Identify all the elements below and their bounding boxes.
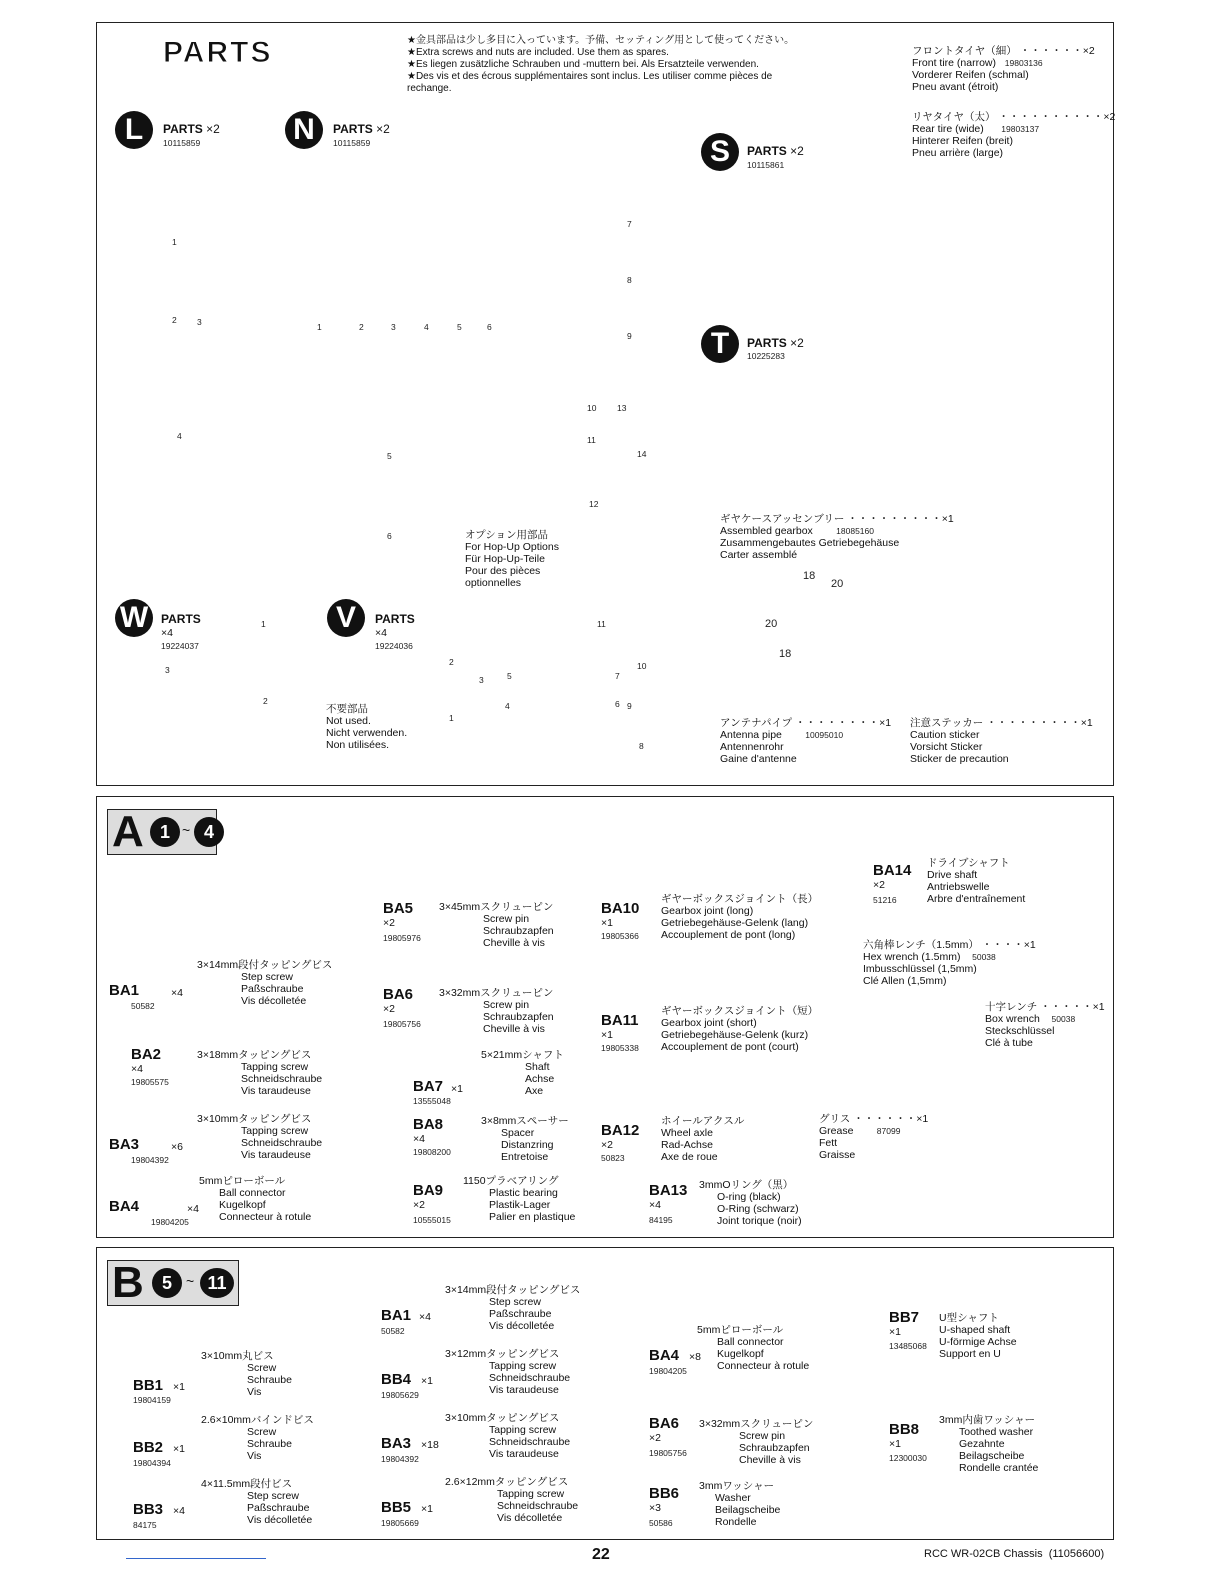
part-desc: 3×10mmタッピングビス Tapping screw Schneidschraube Vis taraudeuse <box>445 1412 571 1460</box>
part-qty: ×2 <box>649 1432 661 1444</box>
part-number: 3 <box>391 322 396 332</box>
tree-l-number: 10115859 <box>163 138 201 148</box>
part-desc: 3mmOリング（黒） O-ring (black) O-Ring (schwarz) Joint torique (noir) <box>699 1179 802 1227</box>
part-desc: 3×14mm段付タッピングビス Step screw Paßschraube Vis décolletée <box>445 1284 581 1332</box>
part-number: 50823 <box>601 1153 625 1163</box>
part-code: BA4 <box>649 1347 680 1364</box>
step-badge: 4 <box>194 817 224 847</box>
tree-s-badge: S <box>701 133 739 171</box>
part-code: BA11 <box>601 1012 639 1029</box>
part-number: 84195 <box>649 1215 673 1225</box>
part-qty: ×4 <box>413 1133 425 1145</box>
tree-w-badge: W <box>115 599 153 637</box>
part-desc: 3mmワッシャー Washer Beilagscheibe Rondelle <box>699 1480 781 1528</box>
step-badge: 11 <box>200 1268 234 1298</box>
part-desc: 3×32mmスクリューピン Screw pin Schraubzapfen Cheville à vis <box>699 1418 814 1466</box>
part-number: 6 <box>387 531 392 541</box>
part-number: 19805629 <box>381 1390 419 1400</box>
tree-t-number: 10225283 <box>747 351 785 361</box>
section-a-letter: A <box>112 807 144 856</box>
rear-tire-label: リヤタイヤ（太） ・・・・・・・・・・×2 Rear tire (wide) 19803137 Hinterer Reifen (breit) Pneu arrière (large) <box>912 111 1116 159</box>
part-qty: ×1 <box>601 917 613 929</box>
hex-wrench-label: 六角棒レンチ（1.5mm） ・・・・×1 Hex wrench (1.5mm) 50038 Imbusschlüssel (1,5mm) Clé Allen (1,5mm) <box>863 939 1036 987</box>
antenna-pipe-label: アンテナパイプ ・・・・・・・・×1 Antenna pipe 10095010 Antennenrohr Gaine d'antenne <box>720 717 892 765</box>
note-fr: ★Des vis et des écrous supplémentaires sont inclus. Les utiliser comme pièces de <box>407 71 773 82</box>
part-qty: ×2 <box>413 1199 425 1211</box>
part-code: BA9 <box>413 1182 444 1199</box>
part-desc: 3×10mm丸ビス Screw Schraube Vis <box>201 1350 292 1398</box>
hop-up-label: オプション用部品 For Hop-Up Options Für Hop-Up-Teile Pour des pièces optionnelles <box>465 529 559 589</box>
part-qty: ×4 <box>171 987 183 999</box>
part-number: 19805575 <box>131 1077 169 1087</box>
part-code: BB7 <box>889 1309 920 1326</box>
part-number: 19804394 <box>133 1458 171 1468</box>
part-number: 19805976 <box>383 933 421 943</box>
part-number: 1 <box>261 619 266 629</box>
part-number: 3 <box>165 665 170 675</box>
part-code: BB1 <box>133 1377 164 1394</box>
part-qty: ×1 <box>173 1381 185 1393</box>
tree-n-badge: N <box>285 111 323 149</box>
part-number: 50582 <box>381 1326 405 1336</box>
part-number: 10 <box>587 403 597 413</box>
part-qty: ×1 <box>173 1443 185 1455</box>
part-number: 11 <box>587 435 596 445</box>
section-b-header <box>107 1260 239 1306</box>
section-a-panel <box>96 796 1114 1238</box>
part-number: 19804159 <box>133 1395 171 1405</box>
part-number: 12300030 <box>889 1453 927 1463</box>
tree-t-label: PARTS ×2 <box>747 336 804 350</box>
part-number: 50582 <box>131 1001 155 1011</box>
part-desc: 3×10mmタッピングビス Tapping screw Schneidschraube Vis taraudeuse <box>197 1113 323 1161</box>
tree-s-number: 10115861 <box>747 160 785 170</box>
part-number: 50586 <box>649 1518 673 1528</box>
part-code: BB8 <box>889 1421 920 1438</box>
part-qty: ×2 <box>873 879 885 891</box>
tree-l-label: PARTS ×2 <box>163 122 220 136</box>
tree-v-badge: V <box>327 599 365 637</box>
part-code: BB6 <box>649 1485 680 1502</box>
part-number: 12 <box>589 499 599 509</box>
note-fr-2: rechange. <box>407 83 452 94</box>
gear-number: 20 <box>765 618 778 630</box>
tree-v-qty: ×4 <box>375 627 387 639</box>
part-desc: U型シャフト U-shaped shaft U-förmige Achse Support en U <box>939 1312 1017 1360</box>
part-number: 2 <box>449 657 454 667</box>
part-qty: ×4 <box>173 1505 185 1517</box>
part-desc: ドライブシャフト Drive shaft Antriebswelle Arbre d'entraînement <box>927 857 1026 905</box>
part-qty: ×6 <box>171 1141 183 1153</box>
step-badge: 1 <box>150 817 180 847</box>
gearbox-label: ギヤケースアッセンブリー ・・・・・・・・・×1 Assembled gearbox 18085160 Zusammengebautes Getriebegehäuse Carter assemblé <box>720 513 954 561</box>
caution-sticker-label: 注意ステッカー ・・・・・・・・・×1 Caution sticker Vorsicht Sticker Sticker de precaution <box>910 717 1093 765</box>
part-code: BA1 <box>109 982 140 999</box>
part-qty: ×1 <box>889 1326 901 1338</box>
part-qty: ×2 <box>383 917 395 929</box>
gear-number: 18 <box>779 648 792 660</box>
part-qty: ×8 <box>689 1351 701 1363</box>
part-qty: ×1 <box>421 1375 433 1387</box>
note-jp: ★金具部品は少し多目に入っています。予備、セッティング用として使ってください。 <box>407 35 795 46</box>
part-code: BA12 <box>601 1122 640 1139</box>
part-code: BA7 <box>413 1078 444 1095</box>
part-qty: ×1 <box>889 1438 901 1450</box>
parts-title: PARTS <box>163 36 273 69</box>
part-desc: 2.6×12mmタッピングビス Tapping screw Schneidschraube Vis décolletée <box>445 1476 579 1524</box>
part-desc: 1150プラベアリング Plastic bearing Plastik-Lager Palier en plastique <box>463 1175 576 1223</box>
part-number: 51216 <box>873 895 897 905</box>
part-number: 19804392 <box>381 1454 419 1464</box>
tree-v-number: 19224036 <box>375 641 413 651</box>
front-tire-label: フロントタイヤ（細） ・・・・・・×2 Front tire (narrow) 19803136 Vorderer Reifen (schmal) Pneu avant (étroit) <box>912 45 1095 93</box>
part-qty: ×4 <box>419 1311 431 1323</box>
tree-n-number: 10115859 <box>333 138 371 148</box>
part-number: 1 <box>317 322 322 332</box>
part-desc: ホイールアクスル Wheel axle Rad-Achse Axe de roue <box>661 1115 745 1163</box>
part-code: BA14 <box>873 862 912 879</box>
part-number: 3 <box>197 317 202 327</box>
part-number: 13555048 <box>413 1096 451 1106</box>
part-number: 3 <box>479 675 484 685</box>
part-number: 4 <box>505 701 510 711</box>
page-number: 22 <box>592 1546 610 1563</box>
part-number: 19805669 <box>381 1518 419 1528</box>
part-number: 6 <box>487 322 492 332</box>
part-number: 5 <box>457 322 462 332</box>
part-qty: ×4 <box>187 1203 199 1215</box>
part-number: 9 <box>627 331 632 341</box>
part-number: 5 <box>507 671 512 681</box>
part-desc: 3×45mmスクリューピン Screw pin Schraubzapfen Cheville à vis <box>439 901 554 949</box>
part-number: 2 <box>172 315 177 325</box>
part-number: 4 <box>177 431 182 441</box>
part-desc: 3×18mmタッピングビス Tapping screw Schneidschraube Vis taraudeuse <box>197 1049 323 1097</box>
part-desc: 4×11.5mm段付ビス Step screw Paßschraube Vis décolletée <box>201 1478 313 1526</box>
tree-w-label: PARTS <box>161 612 201 626</box>
parts-panel <box>96 22 1114 786</box>
section-b-letter: B <box>112 1258 144 1307</box>
part-number: 8 <box>627 275 632 285</box>
doc-id: RCC WR-02CB Chassis (11056600) <box>924 1548 1105 1560</box>
part-code: BA6 <box>649 1415 680 1432</box>
part-number: 19805366 <box>601 931 639 941</box>
part-number: 8 <box>639 741 644 751</box>
part-number: 6 <box>615 699 620 709</box>
part-number: 19804392 <box>131 1155 169 1165</box>
part-number: 19804205 <box>151 1217 189 1227</box>
section-a-header <box>107 809 217 855</box>
part-qty: ×1 <box>601 1029 613 1041</box>
part-desc: 3mm内歯ワッシャー Toothed washer Gezahnte Beilagscheibe Rondelle crantée <box>939 1414 1039 1474</box>
note-de: ★Es liegen zusätzliche Schrauben und -muttern bei. Als Ersatzteile verwenden. <box>407 59 759 70</box>
part-qty: ×2 <box>601 1139 613 1151</box>
part-number: 2 <box>359 322 364 332</box>
part-code: BA6 <box>383 986 414 1003</box>
extra-parts-note <box>407 35 794 95</box>
part-number: 19808200 <box>413 1147 451 1157</box>
part-qty: ×18 <box>421 1439 439 1451</box>
part-qty: ×1 <box>421 1503 433 1515</box>
footer-rule <box>126 1558 266 1559</box>
grease-label: グリス ・・・・・・×1 Grease 87099 Fett Graisse <box>819 1113 929 1161</box>
part-number: 11 <box>597 619 606 629</box>
part-code: BA5 <box>383 900 414 917</box>
part-number: 10 <box>637 661 647 671</box>
part-number: 19804205 <box>649 1366 687 1376</box>
part-desc: 5mmピローボール Ball connector Kugelkopf Connecteur à rotule <box>697 1324 810 1372</box>
part-number: 19805756 <box>383 1019 421 1029</box>
part-number: 19805756 <box>649 1448 687 1458</box>
part-code: BB3 <box>133 1501 164 1518</box>
part-code: BB2 <box>133 1439 164 1456</box>
tree-l-badge: L <box>115 111 153 149</box>
tree-n-label: PARTS ×2 <box>333 122 390 136</box>
part-number: 5 <box>387 451 392 461</box>
part-desc: 3×32mmスクリューピン Screw pin Schraubzapfen Cheville à vis <box>439 987 554 1035</box>
note-en: ★Extra screws and nuts are included. Use them as spares. <box>407 47 669 58</box>
part-number: 19805338 <box>601 1043 639 1053</box>
part-number: 84175 <box>133 1520 157 1530</box>
step-range-sep: ~ <box>182 822 191 838</box>
part-qty: ×2 <box>383 1003 395 1015</box>
tree-w-qty: ×4 <box>161 627 173 639</box>
part-desc: 3×12mmタッピングビス Tapping screw Schneidschraube Vis taraudeuse <box>445 1348 571 1396</box>
section-b-panel <box>96 1247 1114 1540</box>
part-qty: ×1 <box>451 1083 463 1095</box>
tree-w-number: 19224037 <box>161 641 199 651</box>
part-number: 7 <box>615 671 620 681</box>
gear-number: 20 <box>831 578 844 590</box>
part-desc: 5×21mmシャフト Shaft Achse Axe <box>481 1049 564 1097</box>
part-desc: 3×14mm段付タッピングビス Step screw Paßschraube Vis décolletée <box>197 959 333 1007</box>
part-number: 9 <box>627 701 632 711</box>
tree-t-badge: T <box>701 325 739 363</box>
step-range-sep: ~ <box>186 1273 195 1289</box>
part-code: BA4 <box>109 1198 140 1215</box>
part-code: BA8 <box>413 1116 444 1133</box>
gear-number: 18 <box>803 570 816 582</box>
part-number: 7 <box>627 219 632 229</box>
tree-v-label: PARTS <box>375 612 415 626</box>
part-desc: 5mmピローボール Ball connector Kugelkopf Connecteur à rotule <box>199 1175 312 1223</box>
part-number: 2 <box>263 696 268 706</box>
part-code: BB4 <box>381 1371 412 1388</box>
part-number: 13485068 <box>889 1341 927 1351</box>
part-number: 10555015 <box>413 1215 451 1225</box>
part-number: 1 <box>449 713 454 723</box>
part-number: 4 <box>424 322 429 332</box>
part-code: BA1 <box>381 1307 412 1324</box>
part-desc: 2.6×10mmバインドビス Screw Schraube Vis <box>201 1414 314 1462</box>
part-code: BA3 <box>109 1136 140 1153</box>
part-number: 13 <box>617 403 627 413</box>
part-number: 1 <box>172 237 177 247</box>
part-desc: ギヤーボックスジョイント（短） Gearbox joint (short) Getriebegehäuse-Gelenk (kurz) Accouplement de pont (court) <box>661 1005 819 1053</box>
part-code: BA10 <box>601 900 640 917</box>
box-wrench-label: 十字レンチ ・・・・・×1 Box wrench 50038 Steckschlüssel Clé à tube <box>985 1001 1105 1049</box>
part-code: BA13 <box>649 1182 688 1199</box>
part-qty: ×3 <box>649 1502 661 1514</box>
part-code: BB5 <box>381 1499 412 1516</box>
part-qty: ×4 <box>649 1199 661 1211</box>
step-badge: 5 <box>152 1268 182 1298</box>
part-number: 14 <box>637 449 647 459</box>
not-used-label: 不要部品 Not used. Nicht verwenden. Non utilisées. <box>326 703 408 751</box>
part-qty: ×4 <box>131 1063 143 1075</box>
part-desc: 3×8mmスペーサー Spacer Distanzring Entretoise <box>481 1115 569 1163</box>
part-code: BA3 <box>381 1435 412 1452</box>
part-code: BA2 <box>131 1046 162 1063</box>
part-desc: ギヤーボックスジョイント（長） Gearbox joint (long) Getriebegehäuse-Gelenk (lang) Accouplement de pont (long) <box>661 893 819 941</box>
tree-s-label: PARTS ×2 <box>747 144 804 158</box>
